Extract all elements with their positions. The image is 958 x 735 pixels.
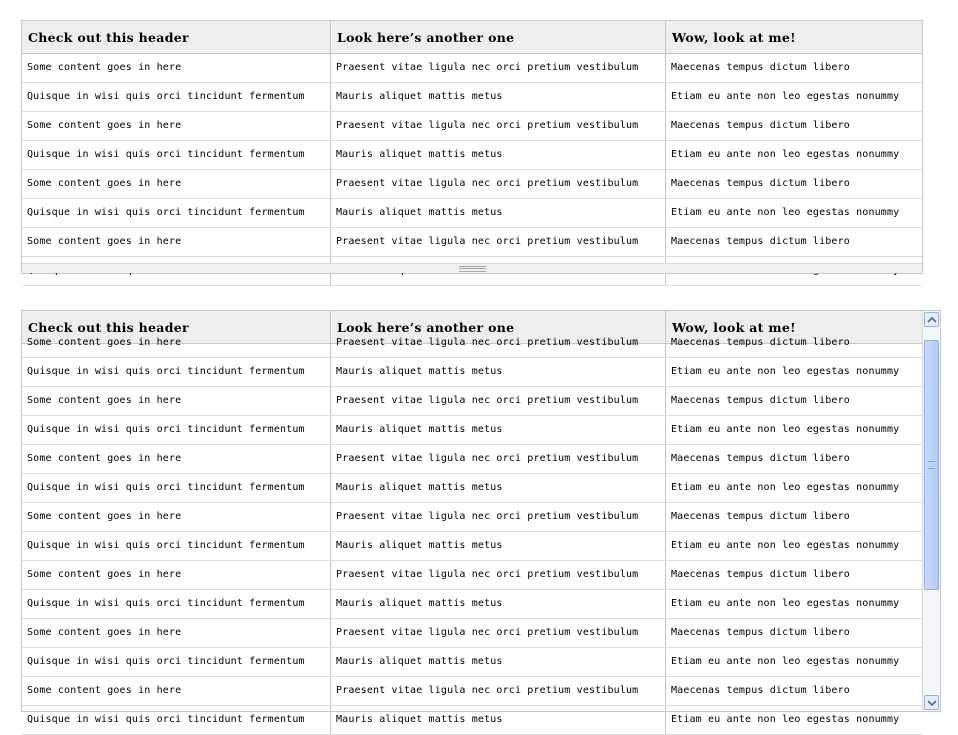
table-cell: Etiam eu ante non leo egestas nonummy [671, 540, 900, 551]
table-cell: Mauris aliquet mattis metus [331, 532, 666, 560]
table-cell: Maecenas tempus dictum libero [671, 453, 850, 464]
table-cell: Quisque in wisi quis orci tincidunt fermentum [22, 141, 331, 169]
table-cell: Etiam eu ante non leo egestas nonummy [671, 598, 900, 609]
table-cell: Maecenas tempus dictum libero [671, 120, 850, 131]
table-cell: Mauris aliquet mattis metus [331, 199, 666, 227]
table-cell: Quisque in wisi quis orci tincidunt fermentum [22, 706, 331, 734]
table-cell: Maecenas tempus dictum libero [671, 569, 850, 580]
table-row[interactable] [22, 416, 922, 445]
table-cell: Praesent vitae ligula nec orci pretium vestibulum [331, 503, 666, 531]
table-row[interactable] [22, 445, 922, 474]
table-cell: Praesent vitae ligula nec orci pretium vestibulum [331, 329, 666, 357]
table-cell: Praesent vitae ligula nec orci pretium vestibulum [331, 228, 666, 256]
scroll-up-button[interactable] [924, 312, 939, 327]
table-cell: Quisque in wisi quis orci tincidunt fermentum [22, 648, 331, 676]
table-cell: Some content goes in here [22, 677, 331, 705]
chevron-down-icon [927, 699, 937, 707]
table-cell: Mauris aliquet mattis metus [331, 83, 666, 111]
scrollable-table [21, 310, 941, 725]
grip-icon [928, 461, 935, 469]
table-body-viewport[interactable] [22, 337, 922, 725]
table-cell: Etiam eu ante non leo egestas nonummy [671, 482, 900, 493]
table-cell: Maecenas tempus dictum libero [671, 685, 850, 696]
table-row[interactable] [22, 561, 922, 590]
table-row[interactable] [22, 83, 922, 112]
table-cell: Some content goes in here [22, 619, 331, 647]
table-row[interactable] [22, 228, 922, 257]
table-cell: Praesent vitae ligula nec orci pretium vestibulum [331, 170, 666, 198]
table-row[interactable] [22, 387, 922, 416]
chevron-up-icon [927, 316, 937, 324]
table-cell: Etiam eu ante non leo egestas nonummy [671, 91, 900, 102]
scroll-down-button[interactable] [924, 695, 939, 710]
table-cell: Some content goes in here [22, 329, 331, 357]
grip-icon [459, 266, 486, 272]
table-cell: Etiam eu ante non leo egestas nonummy [671, 714, 900, 725]
table-cell: Quisque in wisi quis orci tincidunt fermentum [22, 474, 331, 502]
table-cell: Quisque in wisi quis orci tincidunt fermentum [22, 199, 331, 227]
table-cell: Praesent vitae ligula nec orci pretium vestibulum [331, 619, 666, 647]
table-cell: Maecenas tempus dictum libero [671, 62, 850, 73]
table-row[interactable] [22, 706, 922, 735]
table-cell: Maecenas tempus dictum libero [671, 395, 850, 406]
table-cell: Some content goes in here [22, 228, 331, 256]
table-row[interactable] [22, 503, 922, 532]
table-cell: Quisque in wisi quis orci tincidunt fermentum [22, 83, 331, 111]
table-cell: Praesent vitae ligula nec orci pretium vestibulum [331, 387, 666, 415]
table-cell: Mauris aliquet mattis metus [331, 141, 666, 169]
resizable-table [21, 20, 923, 274]
table-cell: Mauris aliquet mattis metus [331, 358, 666, 386]
table-cell: Etiam eu ante non leo egestas nonummy [671, 149, 900, 160]
table-row[interactable] [22, 170, 922, 199]
table-cell: Etiam eu ante non leo egestas nonummy [671, 656, 900, 667]
table-row[interactable] [22, 532, 922, 561]
column-header[interactable]: Check out this header [22, 311, 331, 343]
table-row[interactable] [22, 329, 922, 358]
table-cell: Praesent vitae ligula nec orci pretium vestibulum [331, 677, 666, 705]
table-header [22, 21, 922, 54]
table-row[interactable] [22, 648, 922, 677]
table-cell: Mauris aliquet mattis metus [331, 706, 666, 734]
table-cell: Etiam eu ante non leo egestas nonummy [671, 424, 900, 435]
table-cell: Mauris aliquet mattis metus [331, 474, 666, 502]
table-cell: Some content goes in here [22, 54, 331, 82]
table-cell: Quisque in wisi quis orci tincidunt fermentum [22, 590, 331, 618]
table-cell: Some content goes in here [22, 445, 331, 473]
column-header[interactable]: Check out this header [22, 21, 331, 53]
table-cell: Some content goes in here [22, 170, 331, 198]
table-row[interactable] [22, 199, 922, 228]
table-row[interactable] [22, 141, 922, 170]
table-row[interactable] [22, 474, 922, 503]
table-cell: Quisque in wisi quis orci tincidunt fermentum [22, 532, 331, 560]
table-cell: Mauris aliquet mattis metus [331, 416, 666, 444]
table-cell: Mauris aliquet mattis metus [331, 648, 666, 676]
table-cell: Etiam eu ante non leo egestas nonummy [671, 207, 900, 218]
table-cell: Maecenas tempus dictum libero [671, 236, 850, 247]
table-cell: Etiam eu ante non leo egestas nonummy [671, 366, 900, 377]
table-cell: Some content goes in here [22, 387, 331, 415]
column-header[interactable]: Wow, look at me! [672, 320, 796, 335]
table-cell: Mauris aliquet mattis metus [331, 590, 666, 618]
table-cell: Quisque in wisi quis orci tincidunt fermentum [22, 416, 331, 444]
table-cell: Maecenas tempus dictum libero [671, 627, 850, 638]
scroll-thumb[interactable] [924, 340, 939, 590]
column-header[interactable]: Look here’s another one [331, 311, 666, 343]
column-header[interactable]: Look here’s another one [331, 21, 666, 53]
table-cell: Maecenas tempus dictum libero [671, 178, 850, 189]
table-row[interactable] [22, 112, 922, 141]
table-cell: Some content goes in here [22, 112, 331, 140]
table-cell: Maecenas tempus dictum libero [671, 511, 850, 522]
table-cell: Praesent vitae ligula nec orci pretium vestibulum [331, 54, 666, 82]
table-cell: Praesent vitae ligula nec orci pretium vestibulum [331, 561, 666, 589]
vertical-scrollbar[interactable] [922, 311, 940, 711]
table-cell: Maecenas tempus dictum libero [671, 337, 850, 348]
table-cell: Praesent vitae ligula nec orci pretium vestibulum [331, 445, 666, 473]
table-cell: Quisque in wisi quis orci tincidunt fermentum [22, 358, 331, 386]
table-row[interactable] [22, 677, 922, 706]
table-row[interactable] [22, 619, 922, 648]
resize-handle[interactable] [22, 263, 922, 273]
table-row[interactable] [22, 54, 922, 83]
table-row[interactable] [22, 358, 922, 387]
table-cell: Some content goes in here [22, 503, 331, 531]
table-cell: Some content goes in here [22, 561, 331, 589]
column-header[interactable]: Wow, look at me! [672, 30, 796, 45]
table-row[interactable] [22, 590, 922, 619]
table-cell: Praesent vitae ligula nec orci pretium vestibulum [331, 112, 666, 140]
